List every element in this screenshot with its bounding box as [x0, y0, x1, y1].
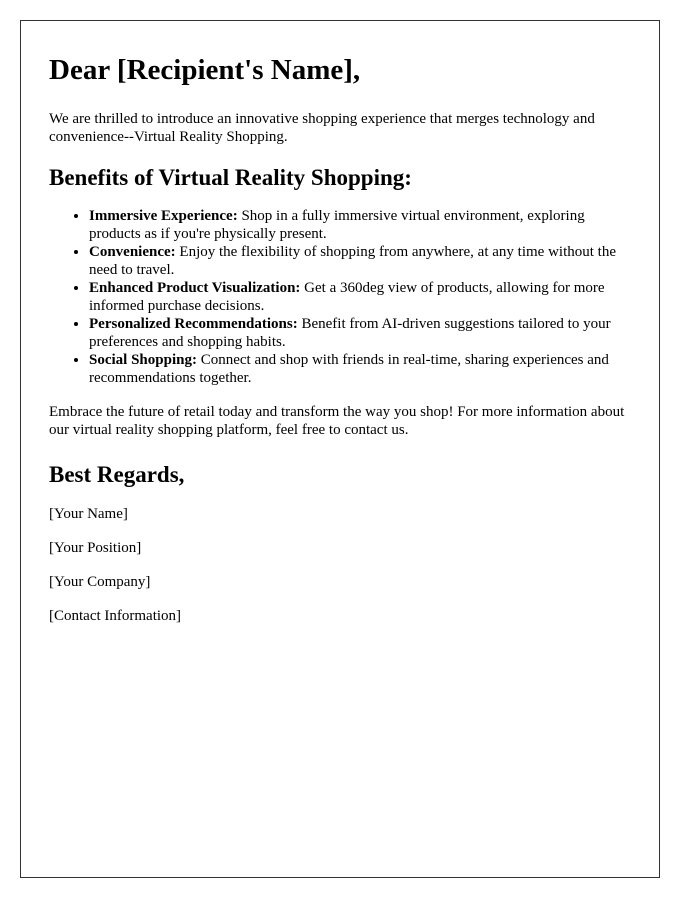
list-item: [89, 315, 631, 351]
benefit-text: Shop in a fully immersive virtual environment, exploring products as if you're physically present.: [89, 208, 585, 243]
benefits-heading: Benefits of Virtual Reality Shopping:: [49, 164, 412, 190]
benefit-text: Connect and shop with friends in real-time, sharing experiences and recommendations together.: [89, 352, 609, 387]
benefit-text: Enjoy the flexibility of shopping from anywhere, at any time without the need to travel.: [89, 244, 616, 279]
closing-paragraph: Embrace the future of retail today and transform the way you shop! For more information about our virtual reality shopping platform, feel free to contact us.: [49, 404, 625, 439]
intro-paragraph: We are thrilled to introduce an innovative shopping experience that merges technology and convenience--Virtual Reality Shopping.: [49, 110, 595, 145]
signature-name: [Your Name]: [49, 505, 128, 522]
benefits-list: [49, 207, 631, 387]
benefit-text: Benefit from AI-driven suggestions tailored to your preferences and shopping habits.: [89, 316, 611, 351]
greeting-heading: Dear [Recipient's Name],: [49, 54, 361, 86]
benefit-title: Convenience:: [89, 244, 176, 261]
signature-block: [49, 505, 631, 625]
list-item: [89, 243, 631, 279]
benefit-title: Social Shopping:: [89, 352, 197, 369]
signature-company: [Your Company]: [49, 573, 151, 590]
benefit-title: Immersive Experience:: [89, 208, 238, 225]
list-item: [89, 351, 631, 387]
sign-off-heading: Best Regards,: [49, 462, 185, 488]
benefit-text: Get a 360deg view of products, allowing for more informed purchase decisions.: [89, 280, 605, 315]
list-item: [89, 207, 631, 243]
signature-position: [Your Position]: [49, 539, 142, 556]
benefit-title: Personalized Recommendations:: [89, 316, 298, 333]
letter-page: [20, 20, 660, 878]
benefit-title: Enhanced Product Visualization:: [89, 280, 301, 297]
signature-contact: [Contact Information]: [49, 607, 182, 624]
list-item: [89, 279, 631, 315]
